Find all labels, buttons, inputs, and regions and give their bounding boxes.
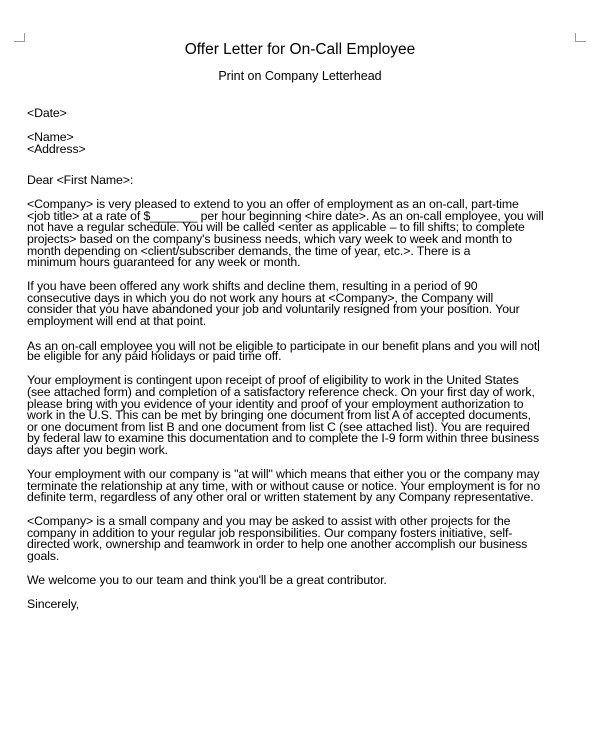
closing-text: Sincerely,	[27, 596, 80, 611]
salutation-text: Dear <First Name>:	[27, 173, 134, 188]
paragraph-line: employment will end at that point.	[27, 313, 207, 328]
paragraph-line: by federal law to examine this documentation and to complete the I-9 form within three business	[27, 431, 540, 446]
text-cursor	[538, 340, 539, 351]
paragraph-line: projects> based on the company's business needs, which vary week to week and month to	[27, 231, 512, 246]
closing	[27, 596, 583, 611]
paragraph-abandonment	[27, 281, 583, 327]
paragraph-line: Your employment is contingent upon receipt of proof of eligibility to work in the United States	[27, 373, 519, 388]
paragraph-benefits	[27, 340, 583, 363]
paragraph-line: <Company> is very pleased to extend to you an offer of employment as an on-call, part-time	[27, 197, 519, 212]
paragraph-line: <job title> at a rate of $_______ per hour beginning <hire date>. As an on-call employee, you will	[27, 208, 544, 223]
paragraph-line: or one document from list B and one document from list C (see attached list). You are required	[27, 419, 530, 434]
paragraph-line: (see attached form) and completion of a satisfactory reference check. On your first day of work,	[27, 385, 535, 400]
date-line	[27, 108, 583, 120]
name-placeholder: <Name>	[27, 129, 74, 144]
document-subtitle: Print on Company Letterhead	[218, 69, 382, 83]
paragraph-line: <Company> is a small company and you may be asked to assist with other projects for the	[27, 514, 511, 529]
paragraph-line: consecutive days in which you do not work any hours at <Company>, the Company will	[27, 290, 494, 305]
paragraph-line: We welcome you to our team and think you'll be a great contributor.	[27, 572, 387, 587]
paragraph-at-will	[27, 469, 583, 504]
paragraph-line: Your employment with our company is "at will" which means that either you or the company may	[27, 467, 540, 481]
address-placeholder: <Address>	[27, 141, 86, 156]
paragraph-eligibility	[27, 375, 583, 456]
paragraph-line: consider that you have abandoned your job and voluntarily resigned from your position. Your	[27, 302, 520, 317]
paragraph-line: month depending on <client/subscriber demands, the time of year, etc.>. There is a	[27, 243, 471, 258]
paragraph-line: terminate the relationship at any time, with or without cause or notice. Your employment is for no	[27, 478, 541, 493]
salutation	[27, 175, 583, 187]
paragraph-line: days after you begin work.	[27, 443, 168, 458]
letter-body	[27, 108, 583, 623]
paragraph-line: not have a regular schedule. You will be called <enter as applicable – to fill shifts; to complete	[27, 220, 525, 235]
paragraph-line: goals.	[27, 548, 60, 563]
paragraph-line: work in the U.S. This can be met by bringing one document from list A of accepted documents,	[27, 408, 531, 423]
paragraph-small-company	[27, 516, 583, 562]
paragraph-line: If you have been offered any work shifts and decline them, resulting in a period of 90	[27, 279, 478, 294]
paragraph-offer	[27, 199, 583, 269]
date-placeholder: <Date>	[27, 106, 67, 120]
paragraph-line: directed work, ownership and teamwork in order to help one another accomplish our business	[27, 537, 528, 552]
document-title: Offer Letter for On-Call Employee	[184, 41, 416, 58]
paragraph-line: please bring with you evidence of your identity and proof of your employment authorization to	[27, 396, 524, 411]
paragraph-line: minimum hours guaranteed for any week or month.	[27, 255, 301, 270]
paragraph-line: company in addition to your regular job responsibilities. Our company fosters initiative, self-	[27, 525, 513, 540]
paragraph-line-text: As an on-call employee you will not be eligible to participate in our benefit plans and you will not	[27, 338, 538, 353]
paragraph-line: be eligible for any paid holidays or paid time off.	[27, 349, 282, 364]
paragraph-line: definite term, regardless of any other oral or written statement by any Company representative.	[27, 490, 534, 505]
paragraph-welcome	[27, 572, 583, 587]
address-block	[27, 129, 583, 156]
